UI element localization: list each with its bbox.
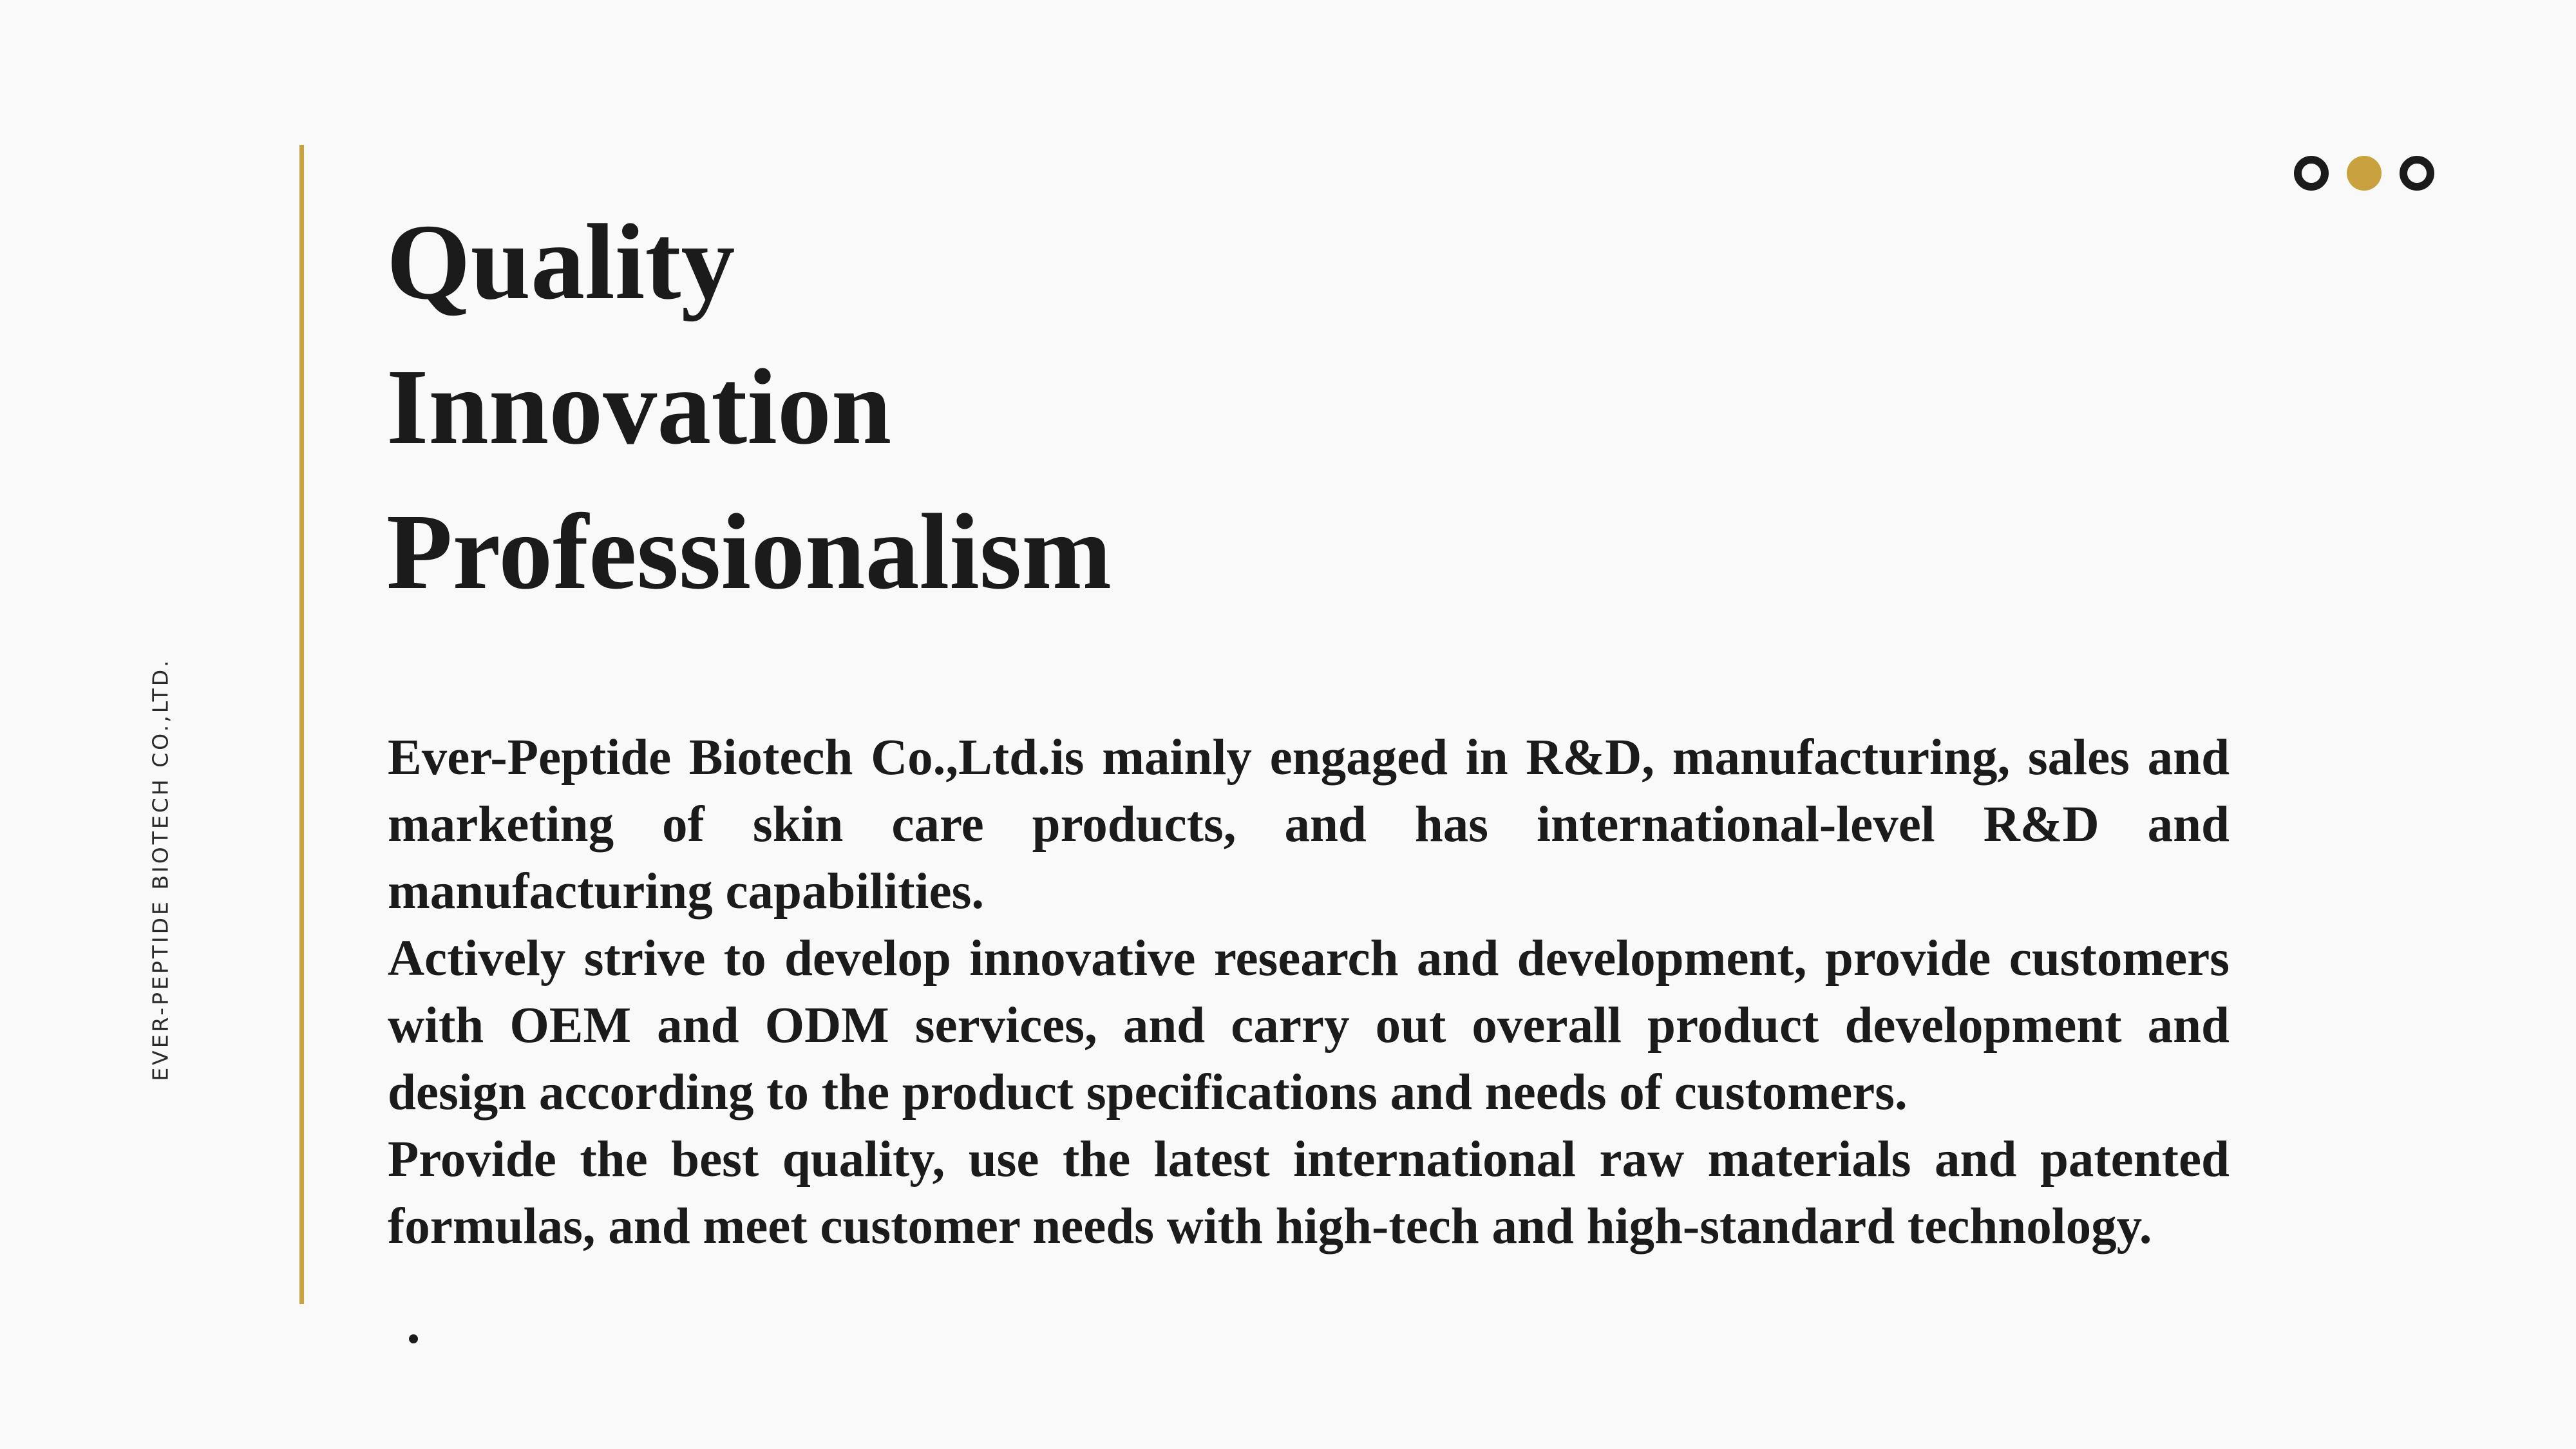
paragraph-quality: Provide the best quality, use the latest international raw materials and patented formulas, and meet customer needs with high-tech and high-standard technology. [388,1132,2230,1255]
paragraph-services: Actively strive to develop innovative research and development, provide customers with OEM and ODM services, and carry out overall product development and design according to the product specifications and needs of customers. [388,931,2230,1121]
gold-vertical-rule [299,145,304,1304]
headline-stack [386,190,1112,625]
heading-professionalism: Professionalism [386,492,1112,612]
heading-innovation: Innovation [386,347,892,467]
ring-dot-icon [2294,156,2329,191]
ring-dot-icon [2400,156,2434,191]
filled-gold-dot-icon [2347,156,2382,191]
heading-quality: Quality [386,202,735,322]
company-description [388,724,2230,1260]
paragraph-overview: Ever-Peptide Biotech Co.,Ltd.is mainly engaged in R&D, manufacturing, sales and marketing of skin care products, and has international-level R&D and manufacturing capabilities. [388,730,2230,920]
bullet-dot-icon [409,1334,418,1343]
company-side-label: EVER-PEPTIDE BIOTECH CO.,LTD. [147,658,173,1081]
slide-dots [2294,156,2434,191]
